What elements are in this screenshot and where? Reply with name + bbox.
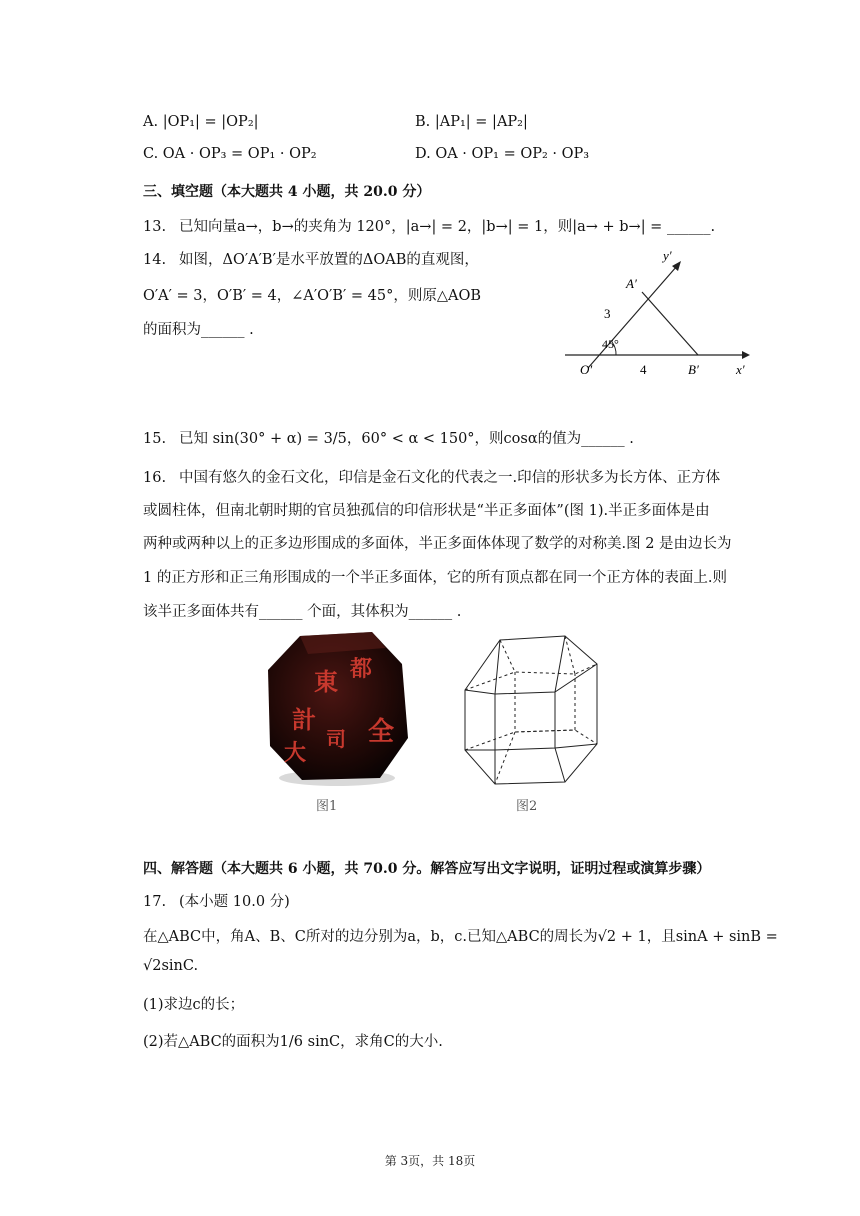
seal-photo: [262, 628, 412, 788]
question-14-line2: O′A′ = 3，O′B′ = 4，∠A′O′B′ = 45°，则原△AOB: [143, 288, 482, 304]
x-axis-arrow-icon: [742, 351, 750, 359]
option-b: [415, 114, 528, 130]
figure-2-caption: 图2: [516, 799, 538, 814]
question-13: [143, 215, 715, 236]
polyhedron-edge-top-right: [555, 636, 565, 692]
question-15-text: 已知 sin(30° + α) = 3/5，60° < α < 150°，则cosα的值为______ .: [179, 431, 634, 447]
option-a: [143, 114, 259, 130]
point-o-label: O′: [580, 362, 593, 377]
figure-1-caption: 图1: [316, 799, 338, 814]
question-17-part1: (1)求边c的长；: [143, 997, 245, 1013]
option-d: [415, 146, 589, 162]
polyhedron-front-square: [495, 692, 555, 750]
angle-label: 45°: [602, 337, 619, 351]
question-16-number: 16.: [143, 470, 167, 486]
question-16-line4: 1 的正方形和正三角形围成的一个半正多面体，它的所有顶点都在同一个正方体的表面上.则: [143, 570, 727, 586]
seal-char-4: 大: [284, 740, 307, 766]
seal-char-6: 全: [368, 717, 395, 747]
question-13-number: 13.: [143, 219, 167, 235]
polyhedron-edge-top-left: [495, 640, 500, 694]
polyhedron-front-top-edge: [465, 664, 597, 694]
question-17-part2: (2)若△ABC的面积为1/6 sinC，求角C的大小.: [143, 1034, 443, 1050]
question-16-line1: 中国有悠久的金石文化，印信是金石文化的代表之一.印信的形状多为长方体、正方体: [179, 470, 721, 486]
question-15: [143, 427, 634, 448]
option-c: [143, 146, 317, 162]
question-14-line1: 如图，ΔO′A′B′是水平放置的ΔOAB的直观图，: [179, 252, 479, 268]
question-15-number: 15.: [143, 431, 167, 447]
question-17: [143, 890, 290, 911]
question-14-number: 14.: [143, 252, 167, 268]
question-13-text: 已知向量a→，b→的夹角为 120°，|a→| = 2，|b→| = 1，则|a→ + b→| = ______.: [179, 219, 716, 235]
section-3-title: 三、填空题（本大题共 4 小题，共 20.0 分）: [143, 184, 431, 200]
option-b-text: B. |AP₁| = |AP₂|: [415, 114, 528, 130]
polyhedron-diagram: [455, 632, 605, 787]
seal-char-3: 計: [292, 705, 316, 734]
question-16-line5: 该半正多面体共有______ 个面，其体积为______ .: [143, 604, 462, 620]
length-ob-label: 4: [640, 362, 647, 377]
question-17-line1: 在△ABC中，角A、B、C所对的边分别为a，b，c.已知△ABC的周长为√2 + 1，且sinA + sinB =: [143, 929, 778, 945]
seal-char-5: 司: [326, 727, 346, 751]
x-axis-label: x′: [736, 362, 745, 377]
section-4-title: 四、解答题（本大题共 6 小题，共 70.0 分。解答应写出文字说明，证明过程或演算步骤）: [143, 861, 711, 877]
point-a-label: A′: [626, 276, 637, 291]
page-footer: 第 3页，共 18页: [384, 1154, 476, 1168]
oblique-projection-figure: [560, 244, 760, 384]
point-b-label: B′: [688, 362, 699, 377]
polyhedron-outline: [465, 636, 597, 784]
y-axis-label: y′: [663, 248, 672, 263]
polyhedron-edge-right: [555, 744, 597, 748]
option-c-text: C. OA · OP₃ = OP₁ · OP₂: [143, 146, 317, 162]
polyhedron-hidden-edges: [465, 636, 597, 784]
option-d-text: D. OA · OP₁ = OP₂ · OP₃: [415, 146, 590, 162]
question-14: [143, 248, 479, 269]
question-16-line3: 两种或两种以上的正多边形围成的多面体，半正多面体体现了数学的对称美.图 2 是由边长为: [143, 536, 732, 552]
polyhedron-edge-bottom-right: [555, 748, 565, 782]
seal-char-1: 東: [314, 667, 338, 696]
question-17-number: 17.: [143, 894, 167, 910]
length-oa-label: 3: [604, 306, 611, 321]
segment-a-b: [642, 292, 698, 355]
seal-char-2: 都: [350, 656, 373, 682]
question-17-line2: √2sinC.: [143, 958, 199, 974]
question-16-line2: 或圆柱体，但南北朝时期的官员独孤信的印信形状是“半正多面体”(图 1).半正多面体是由: [143, 503, 710, 519]
question-14-line3: 的面积为______ .: [143, 322, 254, 338]
question-17-score: (本小题 10.0 分): [179, 894, 290, 910]
question-16: [143, 466, 720, 487]
option-a-text: A. |OP₁| = |OP₂|: [143, 114, 259, 130]
